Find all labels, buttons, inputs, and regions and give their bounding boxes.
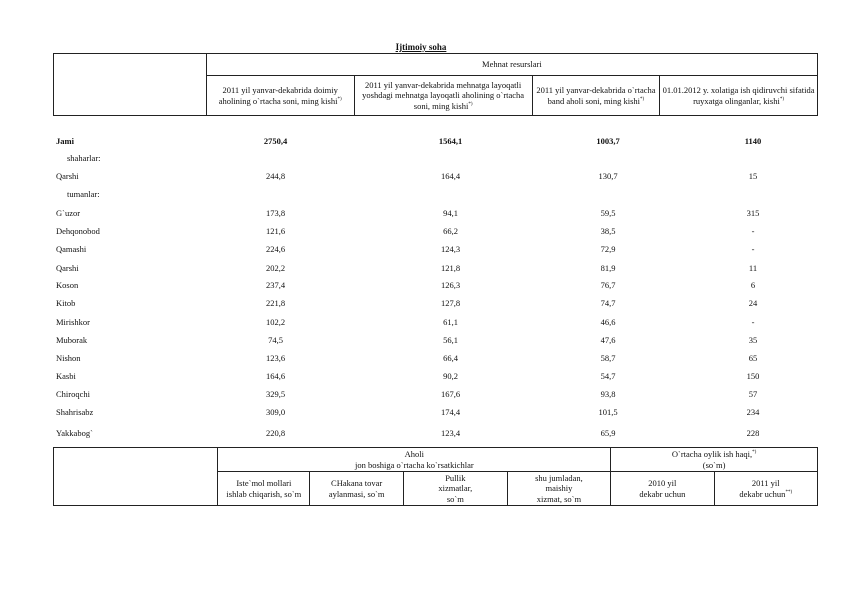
row-value: 202,2 xyxy=(265,263,286,273)
row-value: 11 xyxy=(748,263,758,273)
row-value: 121,8 xyxy=(440,263,461,273)
row-value: 54,7 xyxy=(600,371,616,381)
table-row xyxy=(53,136,818,150)
row-value: 72,9 xyxy=(600,244,616,254)
section-label-row xyxy=(53,153,818,167)
row-value: 38,5 xyxy=(600,226,616,236)
row-value: 61,1 xyxy=(443,317,458,327)
row-value: 221,8 xyxy=(265,298,286,308)
row-value: 35 xyxy=(748,335,758,345)
header-group-labor: Mehnat resurslari xyxy=(206,54,817,76)
table-row xyxy=(53,263,818,277)
table-row xyxy=(53,428,818,442)
row-value: 224,6 xyxy=(265,244,286,254)
row-value: 126,3 xyxy=(440,280,461,290)
header-col-retail: CHakana tovar aylanmasi, so`m xyxy=(310,472,404,506)
row-value: 150 xyxy=(746,371,760,381)
row-label: Qarshi xyxy=(56,171,79,181)
row-value: 130,7 xyxy=(598,171,618,181)
row-value: 164,4 xyxy=(440,171,461,181)
row-value: 237,4 xyxy=(265,280,286,290)
row-label: shaharlar: xyxy=(67,153,101,163)
table-row xyxy=(53,244,818,258)
table-row xyxy=(53,208,818,222)
header-col-working-age: 2011 yil yanvar-dekabrida mehnatga layoqatli yoshdagi mehnatga layoqatli aholining o`rtacha soni, ming kishi*) xyxy=(354,76,532,116)
row-value: 90,2 xyxy=(443,371,458,381)
table-row xyxy=(53,280,818,294)
row-value: 244,8 xyxy=(265,171,286,181)
row-value: 46,6 xyxy=(600,317,616,327)
row-value: 124,3 xyxy=(440,244,461,254)
header-group-population: Aholi jon boshiga o`rtacha ko`rsatkichlar xyxy=(218,448,611,472)
row-value: 65 xyxy=(748,353,758,363)
row-label: Muborak xyxy=(56,335,88,345)
section-label-row xyxy=(53,189,818,203)
header-col-paid-services: Pullik xizmatlar, so`m xyxy=(404,472,508,506)
row-value: 6 xyxy=(750,280,756,290)
row-value: 66,2 xyxy=(443,226,458,236)
row-value: 47,6 xyxy=(600,335,616,345)
header-col-employed: 2011 yil yanvar-dekabrida o`rtacha band aholi soni, ming kishi*) xyxy=(532,76,659,116)
row-value: 59,5 xyxy=(600,208,616,218)
header-col-wage-2010: 2010 yil dekabr uchun xyxy=(611,472,714,506)
row-value: 123,6 xyxy=(265,353,286,363)
row-label: Nishon xyxy=(56,353,81,363)
row-value: 309,0 xyxy=(265,407,286,417)
row-value: 220,8 xyxy=(265,428,286,438)
empty-header-cell xyxy=(54,54,207,116)
table-row xyxy=(53,317,818,331)
row-label: Qarshi xyxy=(56,263,79,273)
header-col-job-seekers: 01.01.2012 y. xolatiga ish qidiruvchi sifatida ruyxatga olinganlar, kishi*) xyxy=(660,76,818,116)
row-value: 127,8 xyxy=(440,298,461,308)
row-value: 65,9 xyxy=(600,428,616,438)
row-value: - xyxy=(751,226,755,236)
row-value: 2750,4 xyxy=(263,136,288,146)
row-value: 93,8 xyxy=(600,389,616,399)
row-label: Qamashi xyxy=(56,244,87,254)
header-col-consumer-goods: Iste`mol mollari ishlab chiqarish, so`m xyxy=(218,472,310,506)
row-label: Jami xyxy=(56,136,74,146)
row-value: 74,7 xyxy=(600,298,616,308)
table-row xyxy=(53,353,818,367)
per-capita-header xyxy=(53,447,818,506)
row-label: Dehqonobod xyxy=(56,226,100,236)
row-value: 1003,7 xyxy=(596,136,620,146)
row-value: 74,5 xyxy=(268,335,283,345)
header-group-wage: O`rtacha oylik ish haqi,*) (so`m) xyxy=(611,448,818,472)
row-value: 57 xyxy=(748,389,758,399)
row-value: 174,4 xyxy=(440,407,461,417)
row-label: Yakkabog` xyxy=(56,428,93,438)
row-label: G`uzor xyxy=(56,208,81,218)
row-value: 1140 xyxy=(744,136,762,146)
row-value: 56,1 xyxy=(443,335,458,345)
table-row xyxy=(53,171,818,185)
row-value: 76,7 xyxy=(600,280,616,290)
row-value: 15 xyxy=(748,171,758,181)
row-value: 167,6 xyxy=(440,389,461,399)
header-col-population: 2011 yil yanvar-dekabrida doimiy aholining o`rtacha soni, ming kishi*) xyxy=(206,76,354,116)
table-row xyxy=(53,407,818,421)
labor-resources-header xyxy=(53,53,818,116)
table-row xyxy=(53,335,818,349)
row-value: 81,9 xyxy=(600,263,616,273)
row-value: 329,5 xyxy=(265,389,286,399)
row-value: 228 xyxy=(746,428,760,438)
table-row xyxy=(53,371,818,385)
row-label: Chiroqchi xyxy=(56,389,90,399)
row-label: Shahrisabz xyxy=(56,407,94,417)
row-value: 1564,1 xyxy=(438,136,463,146)
table-row xyxy=(53,298,818,312)
row-value: - xyxy=(751,244,755,254)
row-label: Kasbi xyxy=(56,371,76,381)
row-value: 164,6 xyxy=(265,371,286,381)
header-col-household-services: shu jumladan, maishiy xizmat, so`m xyxy=(507,472,611,506)
row-value: 123,4 xyxy=(440,428,461,438)
row-value: 66,4 xyxy=(443,353,458,363)
row-value: - xyxy=(751,317,755,327)
page-title: Ijtimoiy soha xyxy=(395,42,447,52)
row-value: 58,7 xyxy=(600,353,616,363)
row-label: tumanlar: xyxy=(67,189,100,199)
row-value: 24 xyxy=(748,298,758,308)
row-value: 101,5 xyxy=(598,407,618,417)
row-label: Kitob xyxy=(56,298,76,308)
table-row xyxy=(53,389,818,403)
row-value: 94,1 xyxy=(443,208,458,218)
row-value: 315 xyxy=(746,208,760,218)
row-value: 234 xyxy=(746,407,760,417)
row-value: 102,2 xyxy=(265,317,286,327)
row-label: Koson xyxy=(56,280,79,290)
row-label: Mirishkor xyxy=(56,317,90,327)
row-value: 121,6 xyxy=(265,226,286,236)
table-row xyxy=(53,226,818,240)
empty-header-cell-bottom xyxy=(54,448,218,506)
header-col-wage-2011: 2011 yil dekabr uchun**) xyxy=(714,472,817,506)
row-value: 173,8 xyxy=(265,208,286,218)
